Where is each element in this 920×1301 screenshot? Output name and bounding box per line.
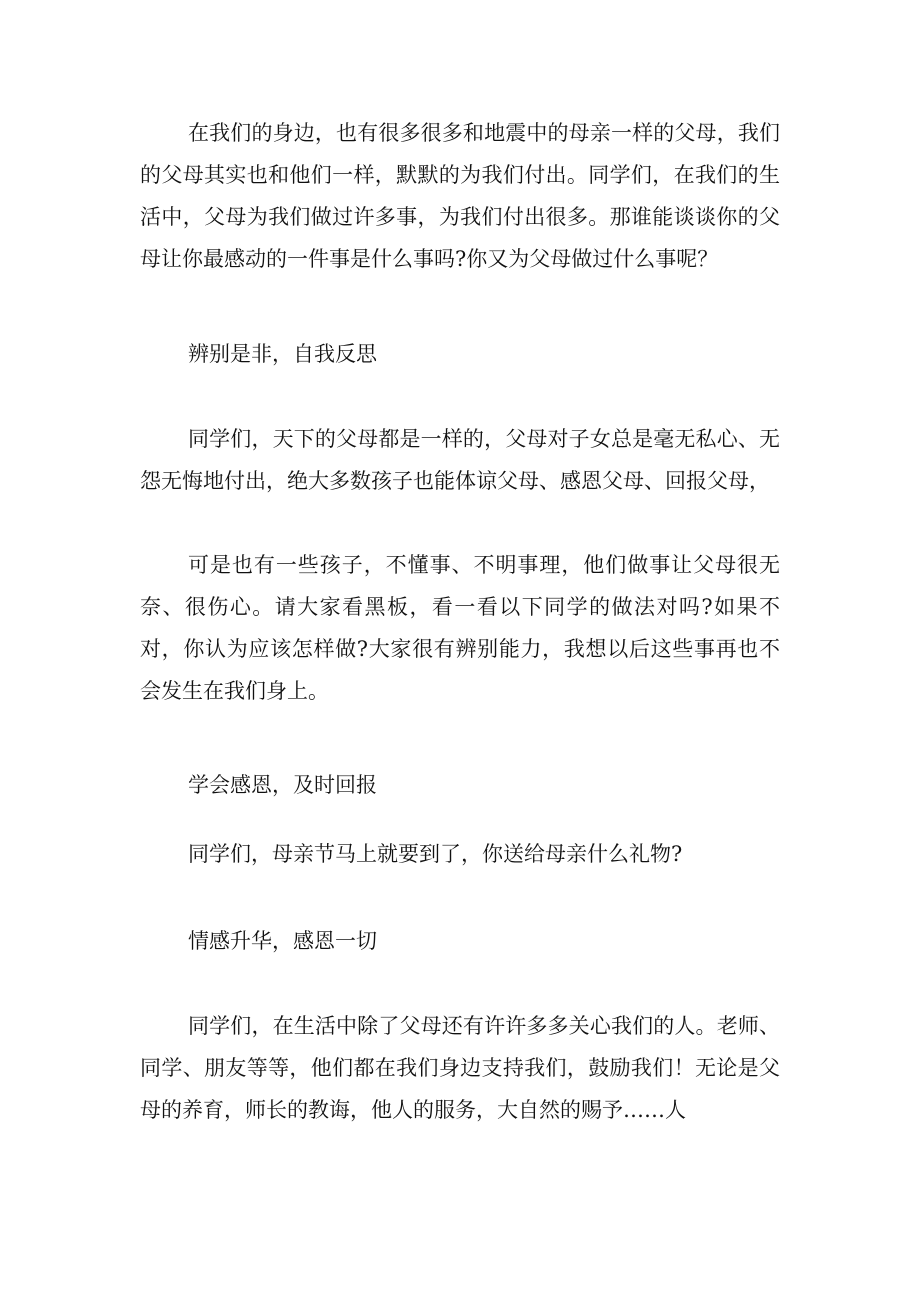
section-heading-discern-right-wrong: 辨别是非，自我反思 xyxy=(188,342,377,366)
section-heading-learn-gratitude: 学会感恩，及时回报 xyxy=(188,773,377,797)
section-heading-emotional-uplift: 情感升华，感恩一切 xyxy=(188,929,377,953)
paragraph-parents-sacrifice: 在我们的身边，也有很多很多和地震中的母亲一样的父母，我们的父母其实也和他们一样，默默的为我们付出。同学们，在我们的生活中，父母为我们做过许多事，为我们付出很多。那谁能谈谈你的父母让你最感动的一件事是什么事吗?你又为父母做过什么事呢？ xyxy=(140,121,780,271)
paragraph-mothers-day: 同学们，母亲节马上就要到了，你送给母亲什么礼物? xyxy=(188,842,683,866)
paragraph-gratitude-for-all: 同学们，在生活中除了父母还有许许多多关心我们的人。老师、同学、朋友等等，他们都在我们身边支持我们，鼓励我们！无论是父母的养育，师长的教诲，他人的服务，大自然的赐予……人 xyxy=(140,1014,780,1122)
paragraph-parents-selfless: 同学们，天下的父母都是一样的，父母对子女总是毫无私心、无怨无悔地付出，绝大多数孩子也能体谅父母、感恩父母、回报父母， xyxy=(140,427,780,493)
paragraph-some-children: 可是也有一些孩子，不懂事、不明事理，他们做事让父母很无奈、很伤心。请大家看黑板，看一看以下同学的做法对吗?如果不对，你认为应该怎样做?大家很有辨别能力，我想以后这些事再也不会发生在我们身上。 xyxy=(140,553,780,703)
